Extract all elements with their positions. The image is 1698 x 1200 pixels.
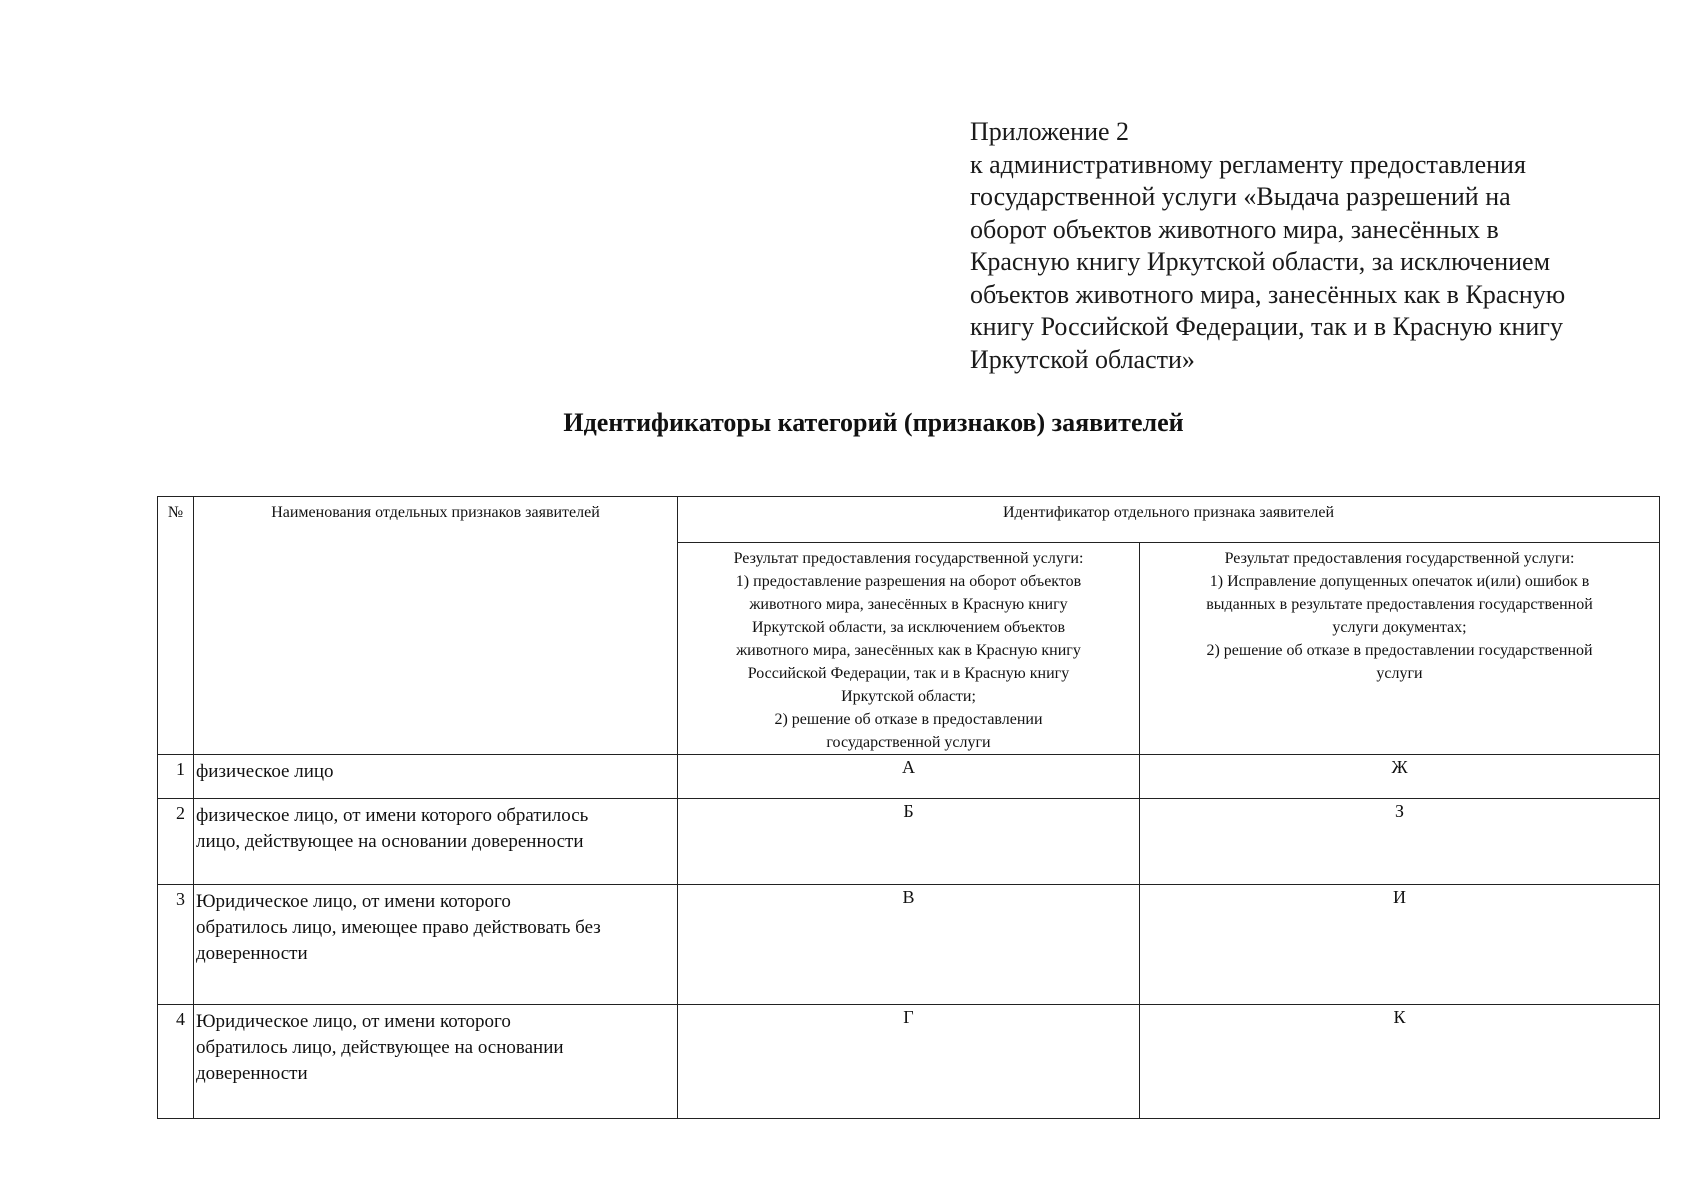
appendix-line: Приложение 2 <box>970 117 1130 146</box>
result-1-line: Иркутской области, за исключением объектов <box>751 619 1066 636</box>
row-number: 3 <box>158 885 194 1005</box>
appendix-line: объектов животного мира, занесённых как в Красную <box>970 279 1566 309</box>
result-2-line: Результат предоставления государственной услуги: <box>1224 550 1575 567</box>
appendix-line: государственной услуги «Выдача разрешений на <box>970 182 1511 211</box>
row-number: 4 <box>158 1005 194 1119</box>
row-code-2: З <box>1140 799 1660 885</box>
row-code-1: В <box>678 885 1140 1005</box>
header-identifier: Идентификатор отдельного признака заявителей <box>678 497 1660 543</box>
row-name-line: обратилось лицо, действующее на основании <box>196 1037 564 1058</box>
table-row <box>158 799 1660 885</box>
row-name-line: физическое лицо <box>196 761 334 782</box>
row-name-line: физическое лицо, от имени которого обратилось <box>196 805 589 826</box>
header-name: Наименования отдельных признаков заявителей <box>194 497 678 755</box>
row-name-line: лицо, действующее на основании доверенности <box>196 831 584 852</box>
result-1-line: Результат предоставления государственной услуги: <box>733 550 1084 567</box>
result-2-line: выданных в результате предоставления государственной <box>1206 596 1593 613</box>
row-code-2: Ж <box>1140 755 1660 799</box>
appendix-line: к административному регламенту предоставления <box>970 149 1526 179</box>
result-1-line: 1) предоставление разрешения на оборот объектов <box>735 573 1082 590</box>
row-name-line: доверенности <box>196 943 308 964</box>
row-name-line: доверенности <box>196 1063 308 1084</box>
row-code-2: И <box>1140 885 1660 1005</box>
header-result-1 <box>678 543 1140 755</box>
result-1-line: государственной услуги <box>826 734 991 751</box>
row-name <box>194 885 678 1005</box>
header-row <box>158 497 1660 543</box>
row-code-1: А <box>678 755 1140 799</box>
result-2-line: 2) решение об отказе в предоставлении государственной <box>1206 642 1593 659</box>
appendix-line: Красную книгу Иркутской области, за исключением <box>970 247 1551 276</box>
appendix-line: книгу Российской Федерации, так и в Красную книгу <box>970 312 1563 341</box>
row-code-1: Г <box>678 1005 1140 1119</box>
row-number: 1 <box>158 755 194 799</box>
row-code-2: К <box>1140 1005 1660 1119</box>
row-number: 2 <box>158 799 194 885</box>
identifiers-table <box>157 496 1660 1119</box>
table-row <box>158 885 1660 1005</box>
row-name <box>194 799 678 885</box>
header-result-2 <box>1140 543 1660 755</box>
result-1-line: Иркутской области; <box>841 688 976 705</box>
row-name-line: обратилось лицо, имеющее право действовать без <box>196 917 601 938</box>
result-1-line: животного мира, занесённых в Красную книгу <box>749 596 1068 613</box>
result-1-line: Российской Федерации, так и в Красную книгу <box>747 665 1070 682</box>
row-name-line: Юридическое лицо, от имени которого <box>196 1011 511 1032</box>
appendix-line: оборот объектов животного мира, занесённых в <box>970 214 1499 244</box>
result-1-line: 2) решение об отказе в предоставлении <box>774 711 1043 728</box>
table-row <box>158 1005 1660 1119</box>
appendix-line: Иркутской области» <box>970 344 1195 374</box>
row-name-line: Юридическое лицо, от имени которого <box>196 891 511 912</box>
result-2-line: услуги <box>1376 665 1423 682</box>
result-2-line: 1) Исправление допущенных опечаток и(или) ошибок в <box>1209 573 1590 590</box>
result-1-line: животного мира, занесённых как в Красную книгу <box>736 642 1081 659</box>
row-name <box>194 755 678 799</box>
row-name <box>194 1005 678 1119</box>
row-code-1: Б <box>678 799 1140 885</box>
result-2-line: услуги документах; <box>1332 619 1467 636</box>
appendix-note <box>970 116 1670 376</box>
header-number: № <box>158 497 194 755</box>
table-row <box>158 755 1660 799</box>
page-title: Идентификаторы категорий (признаков) заявителей <box>563 408 1184 437</box>
